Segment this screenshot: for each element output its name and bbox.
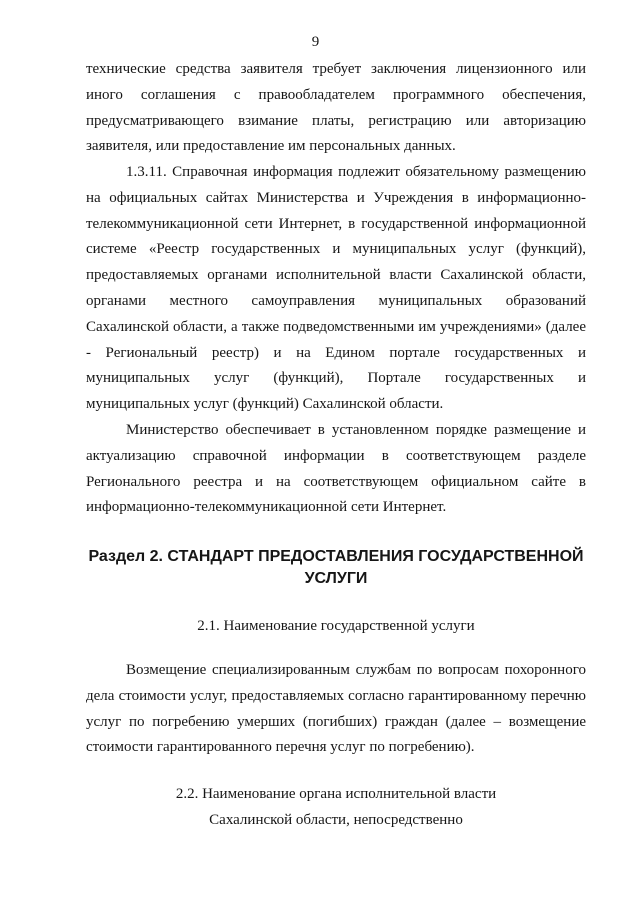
paragraph-1-3-11-reference-info: 1.3.11. Справочная информация подлежит обязательному размещению на официальных сайтах Министерства и Учреждения в информационно-телекоммуникационной сети Интернет, в государственной информационной системе «Реестр государственных и муниципальных услуг (функций), предоставляемых органами исполнительной власти Сахалинской области, органами местного самоуправления муниципальных образований Сахалинской области, а также подведомственными им учреждениями» (далее - Региональный реестр) и на Едином портале государственных и муниципальных услуг (функций), Портале государственных и муниципальных услуг (функций) Сахалинской области. (86, 164, 586, 413)
paragraph-service-name: Возмещение специализированным службам по вопросам похоронного дела стоимости услуг, предоставляемых согласно гарантированному перечню услуг по погребению умерших (погибших) граждан (далее – возмещение стоимости гарантированного перечня услуг по погребению). (86, 662, 586, 756)
paragraph-licensing-conditions: технические средства заявителя требует заключения лицензионного или иного соглашения с правообладателем программного обеспечения, предусматривающего взимание платы, регистрацию или авторизацию заявителя, или предоставление им персональных данных. (86, 61, 586, 155)
paragraph-ministry-responsibility: Министерство обеспечивает в установленном порядке размещение и актуализацию справочной информации в соответствующем разделе Регионального реестра и на соответствующем официальном сайте в информационно-телекоммуникационной сети Интернет. (86, 422, 586, 516)
subsection-2-2-title-line1: 2.2. Наименование органа исполнительной власти (175, 786, 497, 802)
subsection-2-2-title-line2: Сахалинской области, непосредственно (209, 811, 463, 828)
section-2-heading: Раздел 2. СТАНДАРТ ПРЕДОСТАВЛЕНИЯ ГОСУДАРСТВЕННОЙ УСЛУГИ (88, 548, 584, 587)
subsection-2-2-title (86, 782, 586, 834)
page-number: 9 (311, 34, 320, 50)
subsection-2-1-title: 2.1. Наименование государственной услуги (197, 618, 475, 634)
